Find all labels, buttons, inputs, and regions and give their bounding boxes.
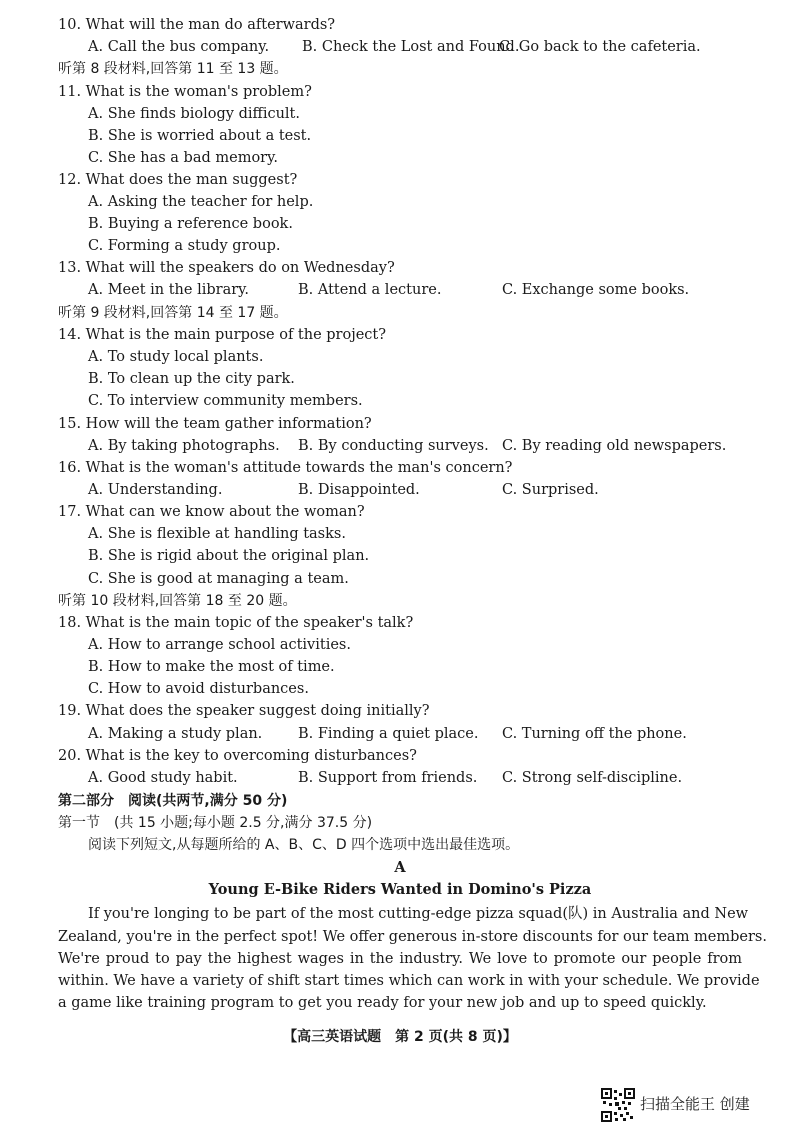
reading-instruction: 阅读下列短文,从每题所给的 A、B、C、D 四个选项中选出最佳选项。 (88, 837, 520, 853)
option-16-a: A. Understanding. (88, 482, 223, 498)
option-20-b: B. Support from friends. (298, 770, 478, 786)
option-15-c: C. By reading old newspapers. (502, 438, 727, 454)
option-10-a: A. Call the bus company. (88, 39, 270, 55)
option-11-a: A. She finds biology difficult. (88, 106, 300, 122)
part-2-heading: 第二部分 阅读(共两节,满分 50 分) (58, 793, 288, 809)
option-11-b: B. She is worried about a test. (88, 128, 312, 144)
question-15: 15. How will the team gather information? (58, 416, 372, 432)
option-12-a: A. Asking the teacher for help. (88, 194, 314, 210)
option-17-c: C. She is good at managing a team. (88, 571, 349, 587)
section-10-heading: 听第 10 段材料,回答第 18 至 20 题。 (58, 593, 297, 609)
option-11-c: C. She has a bad memory. (88, 150, 278, 166)
question-20: 20. What is the key to overcoming disturbances? (58, 748, 417, 764)
passage-letter: A (394, 859, 406, 876)
qr-code-icon (601, 1088, 635, 1122)
option-13-a: A. Meet in the library. (88, 282, 250, 298)
option-14-b: B. To clean up the city park. (88, 371, 295, 387)
question-12: 12. What does the man suggest? (58, 172, 298, 188)
option-18-a: A. How to arrange school activities. (88, 637, 351, 653)
passage-title: Young E-Bike Riders Wanted in Domino's Pizza (208, 881, 592, 898)
option-14-c: C. To interview community members. (88, 393, 363, 409)
passage-line-5: a game like training program to get you ready for your new job and up to speed quickly. (58, 995, 707, 1011)
option-17-a: A. She is flexible at handling tasks. (88, 526, 346, 542)
option-16-c: C. Surprised. (502, 482, 599, 498)
option-10-c: C. Go back to the cafeteria. (499, 39, 701, 55)
scanner-watermark: 扫描全能王 创建 (640, 1095, 750, 1113)
option-20-c: C. Strong self-discipline. (502, 770, 683, 786)
passage-line-3: We're proud to pay the highest wages in the industry. We love to promote our people from (58, 951, 742, 967)
option-13-b: B. Attend a lecture. (298, 282, 442, 298)
option-19-c: C. Turning off the phone. (502, 726, 687, 742)
option-18-c: C. How to avoid disturbances. (88, 681, 309, 697)
question-18: 18. What is the main topic of the speaker's talk? (58, 615, 414, 631)
passage-line-4: within. We have a variety of shift start times which can work in with your schedule. We provide (58, 973, 760, 989)
question-17: 17. What can we know about the woman? (58, 504, 365, 520)
option-17-b: B. She is rigid about the original plan. (88, 548, 370, 564)
option-15-a: A. By taking photographs. (88, 438, 280, 454)
section-8-heading: 听第 8 段材料,回答第 11 至 13 题。 (58, 61, 288, 77)
option-16-b: B. Disappointed. (298, 482, 420, 498)
option-12-b: B. Buying a reference book. (88, 216, 293, 232)
question-16: 16. What is the woman's attitude towards the man's concern? (58, 460, 513, 476)
option-20-a: A. Good study habit. (88, 770, 238, 786)
question-11: 11. What is the woman's problem? (58, 84, 312, 100)
question-14: 14. What is the main purpose of the project? (58, 327, 387, 343)
option-12-c: C. Forming a study group. (88, 238, 281, 254)
question-10: 10. What will the man do afterwards? (58, 17, 336, 33)
section-1-heading: 第一节 (共 15 小题;每小题 2.5 分,满分 37.5 分) (58, 815, 373, 831)
option-13-c: C. Exchange some books. (502, 282, 690, 298)
option-10-b: B. Check the Lost and Found. (302, 39, 520, 55)
option-14-a: A. To study local plants. (88, 349, 264, 365)
question-13: 13. What will the speakers do on Wednesday? (58, 260, 395, 276)
page-footer: 【高三英语试题 第 2 页(共 8 页)】 (283, 1029, 517, 1045)
option-18-b: B. How to make the most of time. (88, 659, 335, 675)
option-15-b: B. By conducting surveys. (298, 438, 489, 454)
question-19: 19. What does the speaker suggest doing initially? (58, 703, 430, 719)
option-19-b: B. Finding a quiet place. (298, 726, 479, 742)
passage-line-1: If you're longing to be part of the most cutting-edge pizza squad(队) in Australia and New (88, 906, 749, 922)
passage-line-2: Zealand, you're in the perfect spot! We offer generous in-store discounts for our team members. (58, 929, 767, 945)
section-9-heading: 听第 9 段材料,回答第 14 至 17 题。 (58, 305, 288, 321)
option-19-a: A. Making a study plan. (88, 726, 263, 742)
